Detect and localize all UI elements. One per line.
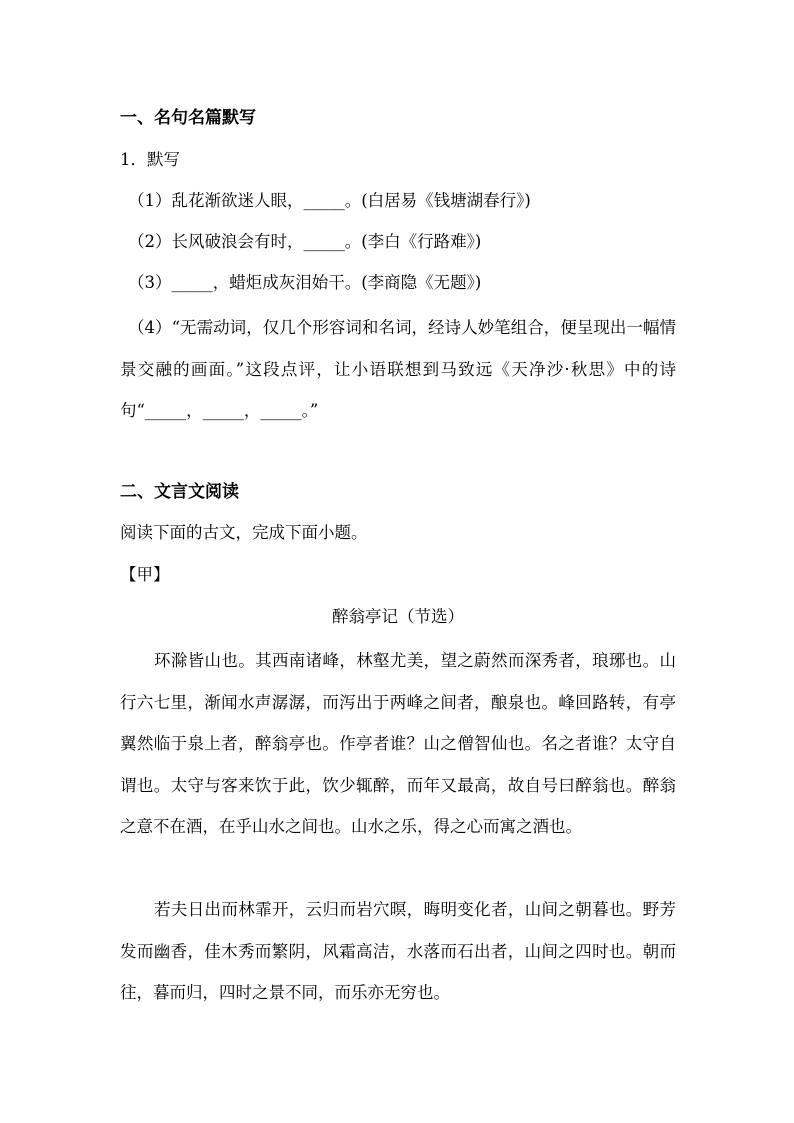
reading-instruction: 阅读下面的古文，完成下面小题。	[120, 523, 368, 542]
question1-label: 1．默写	[120, 150, 180, 169]
question-item-2: （2）长风破浪会有时，_____。(李白《行路难》)	[128, 232, 482, 251]
essay-title: 醉翁亭记（节选）	[332, 607, 464, 626]
question-item-4: （4）“无需动词，仅几个形容词和名词，经诗人妙笔组合，便呈现出一幅情景交融的画面。”这段点评，让小语联想到马致远《天净沙·秋思》中的诗句“_____，_____，_____。”	[120, 318, 676, 420]
essay-paragraph-2: 若夫日出而林霏开，云归而岩穴暝，晦明变化者，山间之朝暮也。野芳发而幽香，佳木秀而繁阴，风霜高洁，水落而石出者，山间之四时也。朝而往，暮而归，四时之景不同，而乐亦无穷也。	[120, 900, 676, 1002]
question-item-3: （3）_____，蜡炬成灰泪始干。(李商隐《无题》)	[128, 273, 482, 292]
section2-heading: 二、文言文阅读	[120, 482, 239, 502]
question-item-1: （1）乱花渐欲迷人眼，_____。(白居易《钱塘湖春行》)	[128, 191, 531, 210]
part-label-jia: 【甲】	[120, 565, 170, 584]
section1-heading: 一、名句名篇默写	[120, 108, 256, 128]
essay-paragraph-1: 环滁皆山也。其西南诸峰，林壑尤美，望之蔚然而深秀者，琅琊也。山行六七里，渐闻水声潺潺，而泻出于两峰之间者，酿泉也。峰回路转，有亭翼然临于泉上者，醉翁亭也。作亭者谁？山之僧智仙也。名之者谁？太守自谓也。太守与客来饮于此，饮少辄醉，而年又最高，故自号曰醉翁也。醉翁之意不在酒，在乎山水之间也。山水之乐，得之心而寓之酒也。	[120, 651, 676, 836]
